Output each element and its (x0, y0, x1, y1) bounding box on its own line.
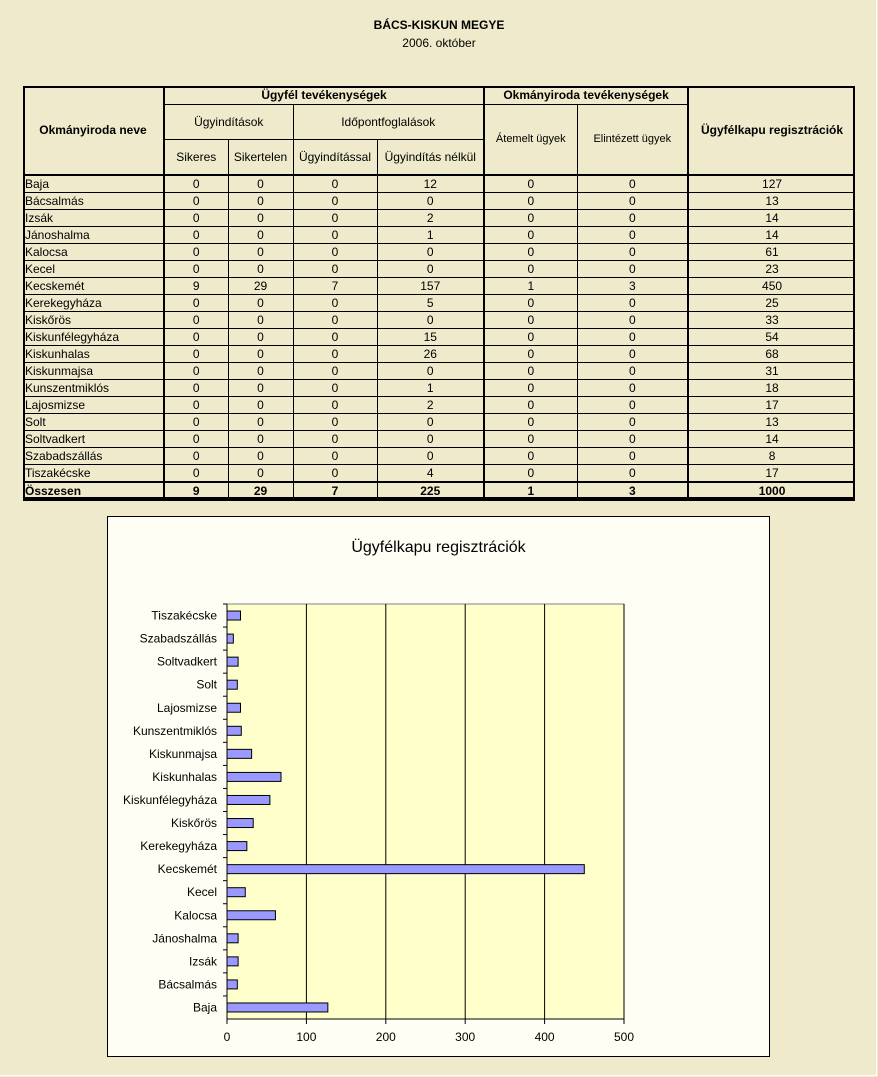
y-tick-label: Tiszakécske (151, 608, 217, 623)
cell-ugyinditas-nelkul: 1 (377, 226, 484, 243)
cell-ugyinditassal: 0 (293, 447, 377, 464)
cell-sikertelen: 0 (228, 396, 293, 413)
y-tick-label: Kiskunmajsa (148, 746, 217, 761)
cell-sikertelen: 0 (228, 447, 293, 464)
table-row (23, 345, 855, 362)
table-row (23, 175, 855, 193)
cell-elintezett: 0 (577, 209, 688, 226)
cell-sikertelen: 0 (228, 379, 293, 396)
cell-ugyinditas-nelkul: 157 (377, 277, 484, 294)
cell-sikeres: 0 (164, 447, 228, 464)
cell-sikertelen: 0 (228, 345, 293, 362)
table-row (23, 464, 855, 482)
page-title: BÁCS-KISKUN MEGYE (373, 18, 505, 32)
table-row (23, 413, 855, 430)
bar-2 (227, 957, 238, 966)
cell-sikeres: 0 (164, 328, 228, 345)
chart-title: Ügyfélkapu regisztrációk (351, 539, 526, 556)
cell-ugyinditassal: 0 (293, 362, 377, 379)
cell-ugyinditas-nelkul: 0 (377, 362, 484, 379)
table-row (23, 243, 855, 260)
cell-atemelt: 0 (484, 379, 577, 396)
cell-elintezett: 0 (577, 396, 688, 413)
y-tick-label: Soltvadkert (156, 654, 217, 669)
cell-sikeres: 0 (164, 413, 228, 430)
cell-regisztracio: 23 (688, 260, 855, 277)
cell-regisztracio: 54 (688, 328, 855, 345)
cell-ugyinditassal: 0 (293, 379, 377, 396)
table-row (23, 328, 855, 345)
bar-15 (227, 657, 238, 666)
cell-ugyinditassal: 7 (293, 277, 377, 294)
total-ugyinditas-nelkul: 225 (377, 482, 484, 500)
cell-name: Kecel (23, 260, 164, 277)
cell-elintezett: 0 (577, 345, 688, 362)
cell-atemelt: 0 (484, 243, 577, 260)
cell-ugyinditas-nelkul: 26 (377, 345, 484, 362)
bar-12 (227, 726, 241, 735)
cell-ugyinditassal: 0 (293, 464, 377, 482)
x-tick-label: 400 (534, 1030, 555, 1044)
cell-ugyinditas-nelkul: 0 (377, 192, 484, 209)
cell-regisztracio: 127 (688, 175, 855, 193)
cell-regisztracio: 14 (688, 209, 855, 226)
cell-elintezett: 0 (577, 464, 688, 482)
bar-6 (227, 865, 584, 874)
cell-atemelt: 0 (484, 328, 577, 345)
cell-atemelt: 0 (484, 413, 577, 430)
y-tick-label: Solt (196, 677, 217, 692)
cell-ugyinditassal: 0 (293, 345, 377, 362)
bar-4 (227, 911, 275, 920)
cell-sikertelen: 0 (228, 413, 293, 430)
cell-ugyinditas-nelkul: 2 (377, 396, 484, 413)
y-tick-label: Kunszentmiklós (132, 723, 217, 738)
bar-10 (227, 772, 281, 781)
y-tick-label: Izsák (188, 954, 217, 969)
y-tick-label: Kecskemét (157, 862, 217, 877)
cell-regisztracio: 61 (688, 243, 855, 260)
cell-sikeres: 0 (164, 379, 228, 396)
cell-sikeres: 0 (164, 294, 228, 311)
cell-name: Baja (23, 175, 164, 193)
cell-name: Soltvadkert (23, 430, 164, 447)
header-office-name: Okmányiroda neve (23, 86, 164, 175)
total-sikertelen: 29 (228, 482, 293, 500)
cell-elintezett: 3 (577, 277, 688, 294)
cell-name: Kiskunhalas (23, 345, 164, 362)
cell-name: Kiskőrös (23, 311, 164, 328)
bar-17 (227, 611, 240, 620)
total-atemelt: 1 (484, 482, 577, 500)
cell-ugyinditas-nelkul: 2 (377, 209, 484, 226)
x-tick-label: 500 (613, 1030, 635, 1044)
table-row (23, 430, 855, 447)
cell-ugyinditas-nelkul: 0 (377, 447, 484, 464)
cell-ugyinditas-nelkul: 12 (377, 175, 484, 193)
total-sikeres: 9 (164, 482, 228, 500)
cell-atemelt: 0 (484, 175, 577, 193)
cell-ugyinditassal: 0 (293, 192, 377, 209)
cell-sikeres: 9 (164, 277, 228, 294)
bar-16 (227, 634, 233, 643)
bar-14 (227, 680, 237, 689)
cell-regisztracio: 33 (688, 311, 855, 328)
bar-3 (227, 934, 238, 943)
y-tick-label: Baja (192, 1000, 217, 1015)
cell-ugyinditassal: 0 (293, 243, 377, 260)
page-subtitle: 2006. október (402, 36, 476, 50)
cell-atemelt: 0 (484, 430, 577, 447)
cell-sikeres: 0 (164, 464, 228, 482)
cell-elintezett: 0 (577, 447, 688, 464)
cell-elintezett: 0 (577, 226, 688, 243)
total-regisztracio: 1000 (688, 482, 855, 500)
total-name: Összesen (23, 482, 164, 500)
cell-ugyinditassal: 0 (293, 209, 377, 226)
cell-regisztracio: 17 (688, 396, 855, 413)
cell-ugyinditassal: 0 (293, 226, 377, 243)
cell-elintezett: 0 (577, 379, 688, 396)
y-tick-label: Jánoshalma (152, 931, 217, 946)
cell-sikeres: 0 (164, 226, 228, 243)
table-row (23, 209, 855, 226)
header-ugyfel-group: Ügyfél tevékenységek (164, 86, 484, 104)
cell-atemelt: 0 (484, 362, 577, 379)
cell-elintezett: 0 (577, 311, 688, 328)
y-tick-label: Lajosmizse (156, 700, 217, 715)
cell-ugyinditassal: 0 (293, 430, 377, 447)
cell-sikeres: 0 (164, 396, 228, 413)
cell-ugyinditassal: 0 (293, 396, 377, 413)
cell-ugyinditas-nelkul: 0 (377, 243, 484, 260)
cell-atemelt: 0 (484, 226, 577, 243)
cell-ugyinditas-nelkul: 0 (377, 413, 484, 430)
cell-sikertelen: 0 (228, 209, 293, 226)
cell-sikertelen: 0 (228, 243, 293, 260)
cell-sikeres: 0 (164, 362, 228, 379)
bar-9 (227, 795, 270, 804)
cell-elintezett: 0 (577, 243, 688, 260)
total-ugyinditassal: 7 (293, 482, 377, 500)
cell-regisztracio: 450 (688, 277, 855, 294)
y-tick-label: Kiskőrös (170, 816, 217, 831)
cell-name: Tiszakécske (23, 464, 164, 482)
cell-ugyinditas-nelkul: 5 (377, 294, 484, 311)
cell-sikertelen: 29 (228, 277, 293, 294)
cell-regisztracio: 25 (688, 294, 855, 311)
bar-11 (227, 749, 252, 758)
y-tick-label: Kalocsa (174, 908, 217, 923)
cell-ugyinditassal: 0 (293, 413, 377, 430)
y-tick-label: Kiskunhalas (152, 769, 217, 784)
bar-7 (227, 842, 247, 851)
cell-elintezett: 0 (577, 328, 688, 345)
cell-sikertelen: 0 (228, 464, 293, 482)
cell-sikeres: 0 (164, 311, 228, 328)
cell-ugyinditassal: 0 (293, 328, 377, 345)
cell-ugyinditassal: 0 (293, 294, 377, 311)
cell-sikertelen: 0 (228, 311, 293, 328)
cell-ugyinditas-nelkul: 0 (377, 311, 484, 328)
table-row (23, 447, 855, 464)
cell-name: Kalocsa (23, 243, 164, 260)
cell-sikertelen: 0 (228, 260, 293, 277)
cell-sikeres: 0 (164, 175, 228, 193)
cell-sikeres: 0 (164, 430, 228, 447)
cell-elintezett: 0 (577, 192, 688, 209)
bar-8 (227, 819, 253, 828)
cell-sikeres: 0 (164, 243, 228, 260)
y-tick-label: Szabadszállás (139, 631, 217, 646)
y-tick-label: Kecel (186, 885, 217, 900)
header-ugyinditassal: Ügyindítással (293, 139, 377, 175)
table-row (23, 379, 855, 396)
bar-5 (227, 888, 245, 897)
table-row (23, 294, 855, 311)
bar-0 (227, 1003, 328, 1012)
bar-13 (227, 703, 240, 712)
header-elintezett: Elintézett ügyek (577, 104, 688, 175)
plot-area (227, 604, 624, 1019)
cell-atemelt: 0 (484, 294, 577, 311)
cell-elintezett: 0 (577, 294, 688, 311)
cell-atemelt: 0 (484, 447, 577, 464)
x-tick-label: 0 (223, 1030, 231, 1044)
cell-ugyinditas-nelkul: 1 (377, 379, 484, 396)
cell-ugyinditas-nelkul: 4 (377, 464, 484, 482)
cell-regisztracio: 17 (688, 464, 855, 482)
table-row (23, 192, 855, 209)
cell-elintezett: 0 (577, 362, 688, 379)
cell-elintezett: 0 (577, 413, 688, 430)
cell-name: Kunszentmiklós (23, 379, 164, 396)
cell-name: Kiskunmajsa (23, 362, 164, 379)
cell-atemelt: 0 (484, 209, 577, 226)
cell-elintezett: 0 (577, 175, 688, 193)
cell-name: Jánoshalma (23, 226, 164, 243)
total-elintezett: 3 (577, 482, 688, 500)
cell-elintezett: 0 (577, 260, 688, 277)
cell-name: Izsák (23, 209, 164, 226)
cell-ugyinditassal: 0 (293, 260, 377, 277)
y-tick-label: Kerekegyháza (140, 839, 217, 854)
cell-name: Solt (23, 413, 164, 430)
cell-sikeres: 0 (164, 260, 228, 277)
y-tick-label: Kiskunfélegyháza (122, 792, 217, 807)
bar-chart (108, 517, 769, 1056)
cell-atemelt: 1 (484, 277, 577, 294)
cell-sikertelen: 0 (228, 175, 293, 193)
cell-atemelt: 0 (484, 464, 577, 482)
cell-sikertelen: 0 (228, 294, 293, 311)
header-sikertelen: Sikertelen (228, 139, 293, 175)
table-row (23, 311, 855, 328)
cell-atemelt: 0 (484, 345, 577, 362)
cell-name: Szabadszállás (23, 447, 164, 464)
cell-atemelt: 0 (484, 260, 577, 277)
x-tick-label: 100 (296, 1030, 317, 1044)
cell-elintezett: 0 (577, 430, 688, 447)
cell-regisztracio: 8 (688, 447, 855, 464)
y-tick-label: Bácsalmás (158, 977, 217, 992)
header-regisztracio: Ügyfélkapu regisztrációk (688, 86, 855, 175)
table-row (23, 396, 855, 413)
table-row (23, 260, 855, 277)
cell-regisztracio: 14 (688, 430, 855, 447)
cell-name: Bácsalmás (23, 192, 164, 209)
header-idopontfoglalasok: Időpontfoglalások (293, 104, 484, 139)
cell-ugyinditas-nelkul: 15 (377, 328, 484, 345)
cell-regisztracio: 18 (688, 379, 855, 396)
cell-regisztracio: 68 (688, 345, 855, 362)
header-okmany-group: Okmányiroda tevékenységek (484, 86, 688, 104)
cell-name: Kecskemét (23, 277, 164, 294)
cell-name: Kiskunfélegyháza (23, 328, 164, 345)
cell-sikertelen: 0 (228, 362, 293, 379)
cell-ugyinditassal: 0 (293, 175, 377, 193)
x-tick-label: 200 (375, 1030, 396, 1044)
header-sikeres: Sikeres (164, 139, 228, 175)
bar-1 (227, 980, 237, 989)
table-total-row (23, 482, 855, 500)
cell-name: Lajosmizse (23, 396, 164, 413)
header-ugyinditasok: Ügyindítások (164, 104, 293, 139)
cell-ugyinditassal: 0 (293, 311, 377, 328)
cell-atemelt: 0 (484, 311, 577, 328)
table-row (23, 226, 855, 243)
cell-sikertelen: 0 (228, 430, 293, 447)
cell-atemelt: 0 (484, 396, 577, 413)
header-ugyinditas-nelkul: Ügyindítás nélkül (377, 139, 484, 175)
cell-sikertelen: 0 (228, 192, 293, 209)
x-tick-label: 300 (455, 1030, 476, 1044)
cell-regisztracio: 31 (688, 362, 855, 379)
cell-sikertelen: 0 (228, 226, 293, 243)
cell-sikeres: 0 (164, 345, 228, 362)
cell-ugyinditas-nelkul: 0 (377, 430, 484, 447)
table-row (23, 362, 855, 379)
cell-sikeres: 0 (164, 209, 228, 226)
statistics-table (23, 86, 855, 501)
cell-regisztracio: 13 (688, 413, 855, 430)
header-atemelt: Átemelt ügyek (484, 104, 577, 175)
cell-atemelt: 0 (484, 192, 577, 209)
cell-ugyinditas-nelkul: 0 (377, 260, 484, 277)
cell-sikeres: 0 (164, 192, 228, 209)
cell-name: Kerekegyháza (23, 294, 164, 311)
cell-sikertelen: 0 (228, 328, 293, 345)
chart-container (107, 516, 770, 1057)
table-row (23, 277, 855, 294)
cell-regisztracio: 14 (688, 226, 855, 243)
cell-regisztracio: 13 (688, 192, 855, 209)
